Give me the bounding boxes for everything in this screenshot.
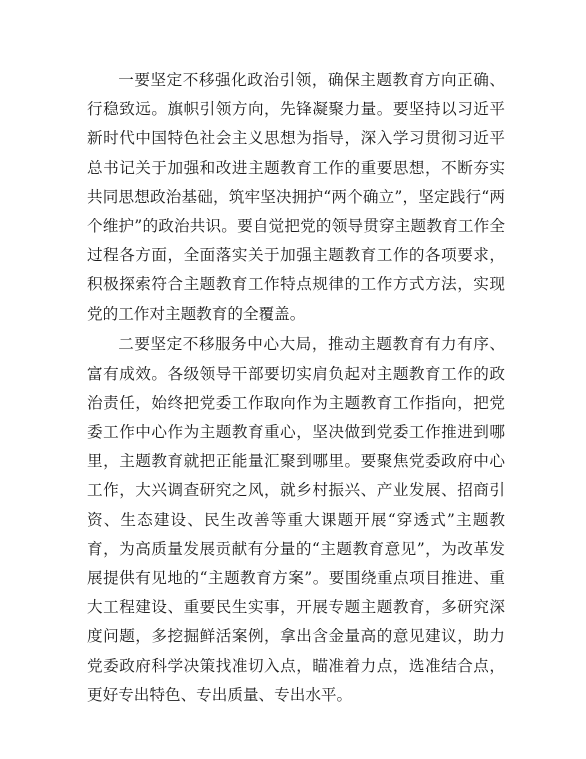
paragraph-2: 二要坚定不移服务中心大局，推动主题教育有力有序、富有成效。各级领导干部要切实肩负起对主题教育工作的政治责任，始终把党委工作取向作为主题教育工作指向，把党委工作中心作为主题教育重心，坚决做到党委工作推进到哪里，主题教育就把正能量汇聚到哪里。要聚焦党委政府中心工作，大兴调查研究之风，就乡村振兴、产业发展、招商引资、生态建设、民生改善等重大课题开展“穿透式”主题教育，为高质量发展贡献有分量的“主题教育意见”，为改革发展提供有见地的“主题教育方案”。要围绕重点项目推进、重大工程建设、重要民生实事，开展专题主题教育，多研究深度问题，多挖掘鲜活案例，拿出含金量高的意见建议，助力党委政府科学决策找准切入点，瞄准着力点，选准结合点，更好专出特色、专出质量、专出水平。 [87, 335, 505, 704]
document-body [87, 66, 505, 710]
paragraph-1: 一要坚定不移强化政治引领，确保主题教育方向正确、行稳致远。旗帜引领方向，先锋凝聚力量。要坚持以习近平新时代中国特色社会主义思想为指导，深入学习贯彻习近平总书记关于加强和改进主题教育工作的重要思想，不断夯实共同思想政治基础，筑牢坚决拥护“两个确立”，坚定践行“两个维护”的政治共识。要自觉把党的领导贯穿主题教育工作全过程各方面，全面落实关于加强主题教育工作的各项要求，积极探索符合主题教育工作特点规律的工作方式方法，实现党的工作对主题教育的全覆盖。 [87, 71, 505, 323]
